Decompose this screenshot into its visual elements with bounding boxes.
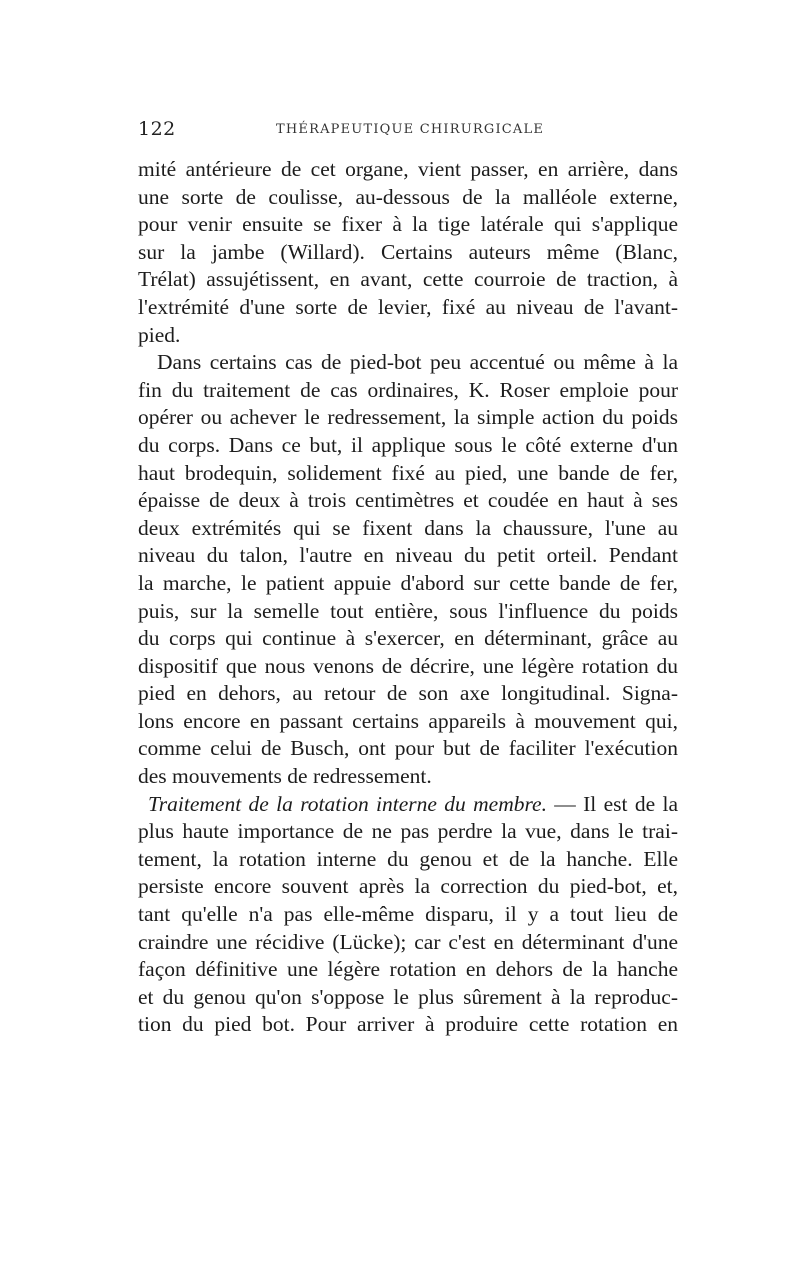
- text-line: mité antérieure de cet organe, vient passer, en arrière, dans: [138, 157, 678, 181]
- text-line: pour venir ensuite se fixer à la tige latérale qui s'applique: [138, 212, 678, 237]
- text-line: fin du traitement de cas ordinaires, K. Roser emploie pour: [138, 377, 678, 402]
- text-line: haut brodequin, solidement fixé au pied, une bande de fer,: [138, 460, 678, 485]
- text-line: craindre une récidive (Lücke); car c'est en déterminant d'une: [138, 929, 678, 954]
- text-line: pied en dehors, au retour de son axe longitudinal. Signa-: [138, 681, 678, 706]
- text-line: tant qu'elle n'a pas elle-même disparu, il y a tout lieu de: [138, 902, 678, 927]
- text-line: pied.: [138, 322, 181, 347]
- text-line: épaisse de deux à trois centimètres et coudée en haut à ses: [138, 488, 678, 513]
- text-line: lons encore en passant certains appareils à mouvement qui,: [138, 708, 678, 733]
- body-text: [138, 156, 678, 1039]
- paragraph-first-line: Dans certains cas de pied-bot peu accentué ou même à la: [157, 350, 678, 375]
- section-heading-line: [138, 791, 678, 819]
- text-line: façon définitive une légère rotation en dehors de la hanche: [138, 957, 678, 982]
- text-line: la marche, le patient appuie d'abord sur cette bande de fer,: [138, 570, 678, 595]
- text-line: opérer ou achever le redressement, la simple action du poids: [138, 405, 678, 430]
- text-line: l'extrémité d'une sorte de levier, fixé au niveau de l'avant-: [138, 294, 678, 319]
- text-line: deux extrémités qui se fixent dans la chaussure, l'une au: [138, 515, 678, 540]
- text-line: plus haute importance de ne pas perdre la vue, dans le trai-: [138, 819, 678, 844]
- text-line: dispositif que nous venons de décrire, une légère rotation du: [138, 653, 678, 678]
- text-line: et du genou qu'on s'oppose le plus sûrement à la reproduc-: [138, 984, 678, 1009]
- page-number: 122: [138, 118, 176, 140]
- text-line: des mouvements de redressement.: [138, 764, 432, 789]
- text-line: une sorte de coulisse, au-dessous de la malléole externe,: [138, 184, 678, 209]
- section-heading-continuation: — Il est de la: [554, 791, 678, 816]
- text-line: du corps qui continue à s'exercer, en déterminant, grâce au: [138, 626, 678, 651]
- text-line: comme celui de Busch, ont pour but de faciliter l'exécution: [138, 736, 678, 761]
- text-line: tement, la rotation interne du genou et de la hanche. Elle: [138, 846, 678, 871]
- text-line: du corps. Dans ce but, il applique sous le côté externe d'un: [138, 432, 678, 457]
- text-line: niveau du talon, l'autre en niveau du petit orteil. Pendant: [138, 543, 678, 568]
- text-line: tion du pied bot. Pour arriver à produire cette rotation en: [138, 1012, 678, 1037]
- page-header: [138, 118, 678, 142]
- text-line: Trélat) assujétissent, en avant, cette courroie de traction, à: [138, 267, 678, 292]
- section-heading: Traitement de la rotation interne du membre.: [148, 791, 547, 816]
- text-line: persiste encore souvent après la correction du pied-bot, et,: [138, 874, 678, 899]
- running-head: THÉRAPEUTIQUE CHIRURGICALE: [276, 122, 545, 137]
- text-line: puis, sur la semelle tout entière, sous l'influence du poids: [138, 598, 678, 623]
- text-line: sur la jambe (Willard). Certains auteurs même (Blanc,: [138, 239, 678, 264]
